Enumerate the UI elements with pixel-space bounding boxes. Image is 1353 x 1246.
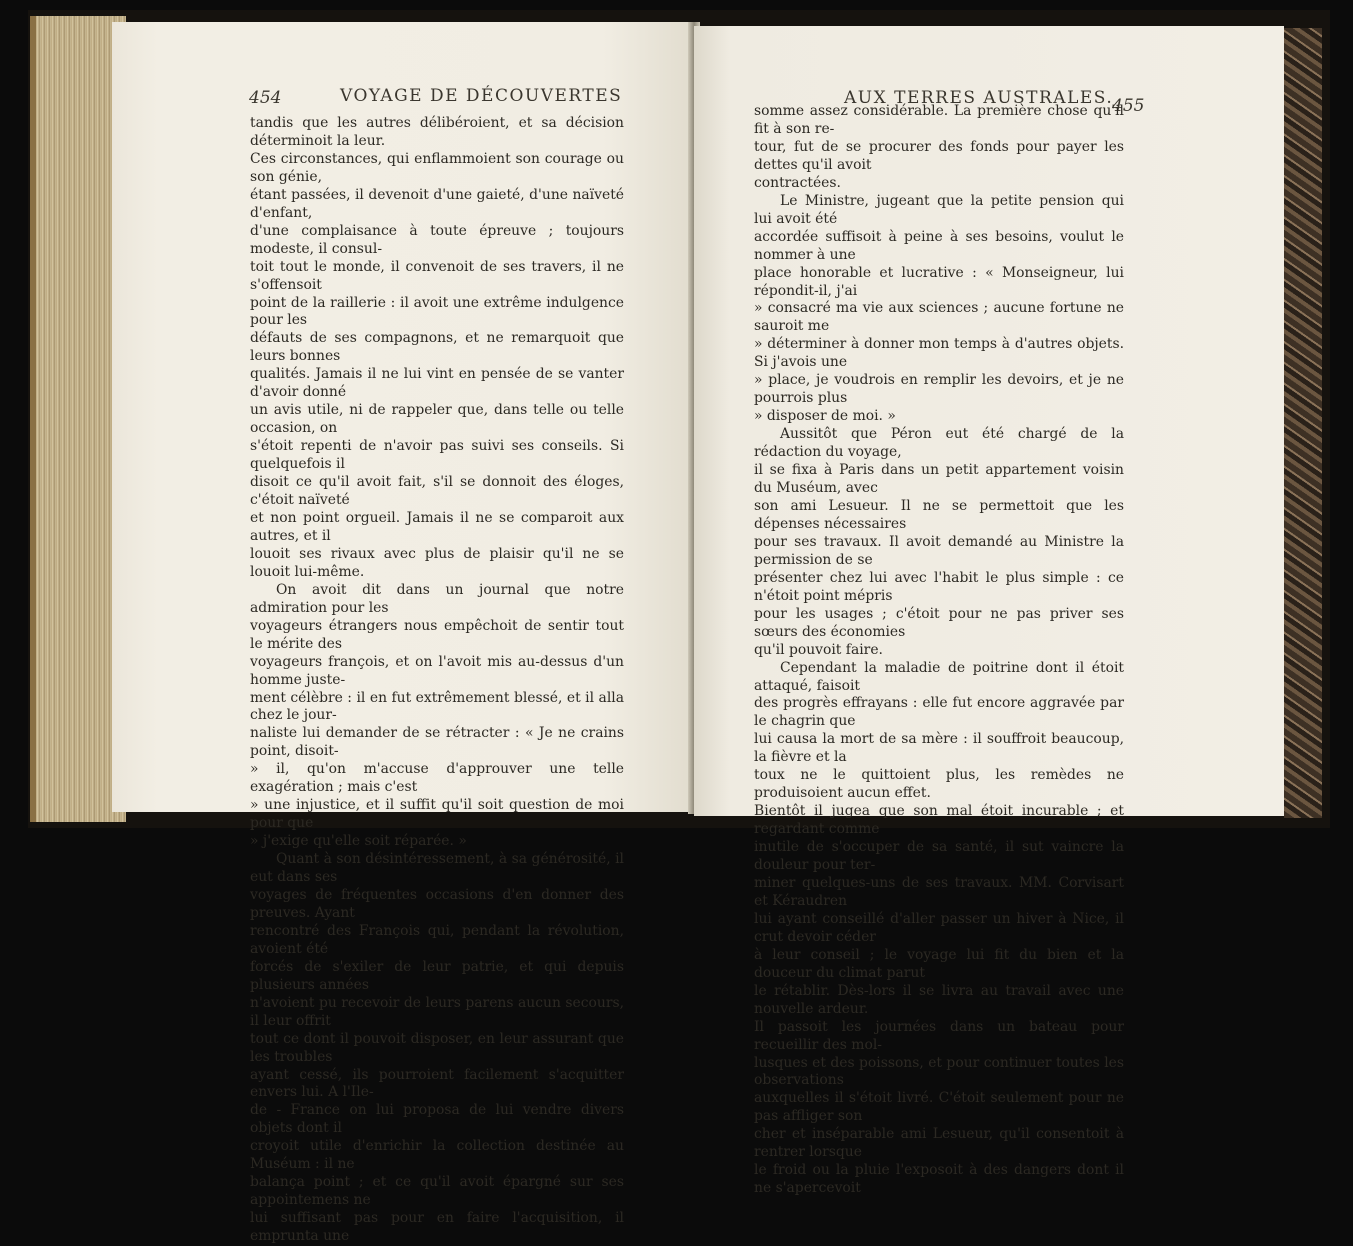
text-line: balança point ; et ce qu'il avoit épargné sur ses appointemens ne [250,1174,624,1209]
text-line: Cependant la maladie de poitrine dont il étoit attaqué, faisoit [754,659,1124,694]
left-page-text [250,115,624,1246]
text-line: naliste lui demander de se rétracter : « Je ne crains point, disoit- [250,725,624,760]
text-line: et non point orgueil. Jamais il ne se comparoit aux autres, et il [250,509,624,544]
text-line: voyageurs étrangers nous empêchoit de sentir tout le mérite des [250,617,624,652]
text-line: toit tout le monde, il convenoit de ses travers, il ne s'offensoit [250,258,624,293]
text-line: qu'il pouvoit faire. [754,641,883,658]
text-line: le froid ou la pluie l'exposoit à des dangers dont il ne s'apercevoit [754,1162,1124,1197]
text-line: » j'exige qu'elle soit réparée. » [250,833,467,850]
text-line: inutile de s'occuper de sa santé, il sut vaincre la douleur pour ter- [754,839,1124,874]
marbled-cover-edge [1284,28,1322,818]
text-line: pour les usages ; c'étoit pour ne pas priver ses sœurs des économies [754,605,1124,640]
text-line: tour, fut de se procurer des fonds pour payer les dettes qu'il avoit [754,138,1124,173]
text-line: » il, qu'on m'accuse d'approuver une telle exagération ; mais c'est [250,761,624,796]
text-line: il se fixa à Paris dans un petit appartement voisin du Muséum, avec [754,462,1124,497]
text-line: des progrès effrayans : elle fut encore aggravée par le chagrin que [754,695,1124,730]
text-line: croyoit utile d'enrichir la collection destinée au Muséum : il ne [250,1138,624,1173]
left-running-head: VOYAGE DE DÉCOUVERTES [340,86,623,106]
text-line: place honorable et lucrative : « Monseigneur, lui répondit-il, j'ai [754,264,1124,299]
text-line: On avoit dit dans un journal que notre admiration pour les [250,581,624,616]
right-running-head: AUX TERRES AUSTRALES. [844,88,1114,108]
text-line: voyages de fréquentes occasions d'en donner des preuves. Ayant [250,886,624,921]
text-line: lui causa la mort de sa mère : il souffroit beaucoup, la fièvre et la [754,731,1124,766]
text-line: accordée suffisoit à peine à ses besoins, voulut le nommer à une [754,228,1124,263]
text-line: voyageurs françois, et on l'avoit mis au-dessus d'un homme juste- [250,653,624,688]
text-line: somme assez considérable. La première chose qu'il fit à son re- [754,103,1124,137]
text-line: à leur conseil ; le voyage lui fit du bien et la douceur du climat parut [754,946,1124,981]
text-line: » déterminer à donner mon temps à d'autres objets. Si j'avois une [754,336,1124,371]
text-line: un avis utile, ni de rappeler que, dans telle ou telle occasion, on [250,402,624,437]
text-line: Aussitôt que Péron eut été chargé de la rédaction du voyage, [754,426,1124,461]
text-line: miner quelques-uns de ses travaux. MM. Corvisart et Kéraudren [754,874,1124,909]
text-line: défauts de ses compagnons, et ne remarquoit que leurs bonnes [250,330,624,365]
text-line: lui ayant conseillé d'aller passer un hiver à Nice, il crut devoir céder [754,910,1124,945]
text-line: » disposer de moi. » [754,408,896,425]
text-line: Ces circonstances, qui enflammoient son courage ou son génie, [250,150,624,185]
text-line: Quant à son désintéressement, à sa générosité, il eut dans ses [250,851,624,886]
text-line: ment célèbre : il en fut extrêmement blessé, et il alla chez le jour- [250,689,624,724]
text-line: s'étoit repenti de n'avoir pas suivi ses conseils. Si quelquefois il [250,438,624,473]
text-line: point de la raillerie : il avoit une extrême indulgence pour les [250,294,624,329]
left-page [112,22,690,1245]
text-line: » place, je voudrois en remplir les devoirs, et je ne pourrois plus [754,372,1124,407]
text-line: de - France on lui proposa de lui vendre divers objets dont il [250,1102,624,1137]
text-line: » consacré ma vie aux sciences ; aucune fortune ne sauroit me [754,300,1124,335]
text-line: étant passées, il devenoit d'une gaieté, d'une naïveté d'enfant, [250,186,624,221]
text-line: Il passoit les journées dans un bateau pour recueillir des mol- [754,1018,1124,1053]
text-line: d'une complaisance à toute épreuve ; toujours modeste, il consul- [250,222,624,257]
text-line: contractées. [754,174,841,191]
text-line: tandis que les autres délibéroient, et sa décision déterminoit la leur. [250,115,624,149]
left-page-number: 454 [249,88,282,108]
text-line: pour ses travaux. Il avoit demandé au Ministre la permission de se [754,533,1124,568]
text-line: auxquelles il s'étoit livré. C'étoit seulement pour ne pas affliger son [754,1090,1124,1125]
text-line: disoit ce qu'il avoit fait, s'il se donnoit des éloges, c'étoit naïveté [250,474,624,509]
text-line: le rétablir. Dès-lors il se livra au travail avec une nouvelle ardeur. [754,982,1124,1017]
right-page-text [754,103,1124,1198]
text-line: forcés de s'exiler de leur patrie, et qui depuis plusieurs années [250,958,624,993]
text-line: louoit ses rivaux avec plus de plaisir qu'il ne se louoit lui-même. [250,545,624,580]
text-line: ayant cessé, ils pourroient facilement s'acquitter envers lui. A l'Ile- [250,1066,624,1101]
text-line: rencontré des François qui, pendant la révolution, avoient été [250,922,624,957]
text-line: lusques et des poissons, et pour continuer toutes les observations [754,1054,1125,1089]
text-line: toux ne le quittoient plus, les remèdes ne produisoient aucun effet. [754,767,1124,802]
text-line: Le Ministre, jugeant que la petite pension qui lui avoit été [754,192,1124,227]
text-line: cher et inséparable ami Lesueur, qu'il consentoit à rentrer lorsque [754,1126,1124,1161]
right-page-number: 455 [1112,96,1145,116]
text-line: lui suffisant pas pour en faire l'acquisition, il emprunta une [250,1210,624,1245]
text-line: n'avoient pu recevoir de leurs parens aucun secours, il leur offrit [250,994,624,1029]
right-page [694,26,1284,1197]
text-line: son ami Lesueur. Il ne se permettoit que les dépenses nécessaires [754,497,1124,532]
text-line: présenter chez lui avec l'habit le plus simple : ce n'étoit point mépris [754,569,1124,604]
text-line: qualités. Jamais il ne lui vint en pensée de se vanter d'avoir donné [250,366,624,401]
text-line: » une injustice, et il suffit qu'il soit question de moi pour que [250,797,624,832]
text-line: tout ce dont il pouvoit disposer, en leur assurant que les troubles [250,1030,624,1065]
text-line: Bientôt il jugea que son mal étoit incurable ; et regardant comme [754,803,1124,838]
